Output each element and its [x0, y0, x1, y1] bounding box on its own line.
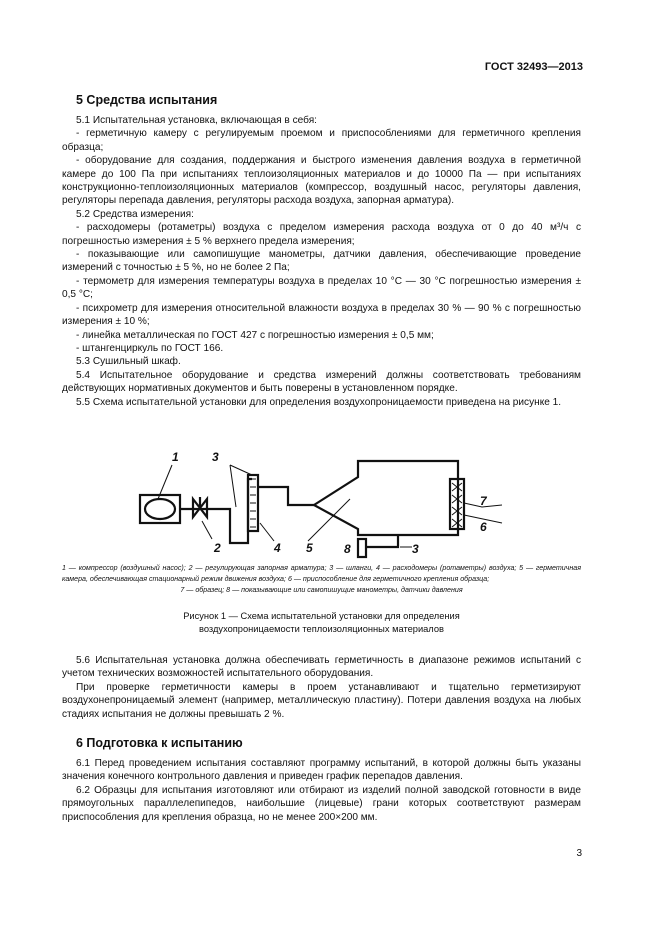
callout-4: 4	[274, 540, 281, 555]
legend-line-2: 7 — образец; 8 — показывающие или самопишущие манометры, датчики давления	[180, 585, 463, 594]
manometer	[358, 539, 366, 557]
paragraph: - расходомеры (ротаметры) воздуха с пределом измерения расхода воздуха от 0 до 40 м³/ч с погрешностью измерения ± 5 % верхнего предела измерения;	[62, 222, 581, 247]
sealed-chamber	[314, 461, 458, 535]
legend-line-1: 1 — компрессор (воздушный насос); 2 — регулирующая запорная арматура; 3 — шланги, 4 — расходомеры (ротаметры) воздуха; 5 — герметичная камера, обеспечивающая стационарный режим движения воздуха; 6 — приспособление для герметичного крепления образца;	[62, 563, 581, 583]
figure-1-diagram	[62, 413, 581, 561]
section-5-title: 5 Средства испытания	[76, 93, 218, 107]
paragraph: - штангенциркуль по ГОСТ 166.	[76, 342, 224, 354]
paragraph: 6.2 Образцы для испытания изготовляют или отбирают из изделий полной заводской готовности в виде прямоугольных параллелепипедов, наибольшие (лицевые) грани которых соответствуют размерам приспособления для крепления образца, но не менее 200×200 мм.	[62, 784, 581, 823]
callout-1: 1	[172, 449, 179, 464]
document-header: ГОСТ 32493—2013	[484, 61, 583, 73]
caption-line-1: Рисунок 1 — Схема испытательной установки для определения	[183, 610, 460, 621]
paragraph: 5.1 Испытательная установка, включающая в себя:	[76, 115, 317, 126]
callout-5: 5	[306, 540, 313, 555]
compressor-tank	[145, 499, 175, 519]
section-6-title: 6 Подготовка к испытанию	[76, 735, 243, 750]
paragraph: - оборудование для создания, поддержания и быстрого изменения давления воздуха в герметичной камере до 100 Па при испытаниях теплоизоляционных материалов и до 10000 Па — при испытаниях конструкционно-теплоизоляционных материалов (компрессор, воздушный насос, регуляторы давления, регуляторы перепада давления, регуляторы расхода воздуха, запорная арматура).	[62, 155, 581, 207]
callout-8: 8	[344, 541, 351, 556]
paragraph: - психрометр для измерения относительной влажности воздуха в пределах 30 % — 90 % с погрешностью измерения ± 10 %;	[62, 302, 581, 328]
paragraph: 5.2 Средства измерения:	[76, 208, 194, 220]
paragraph: - показывающие или самопишущие манометры, датчики давления, обеспечивающие проведение измерений с точностью ± 5 %, но не более 2 Па;	[62, 249, 581, 274]
hose-main	[180, 479, 252, 543]
paragraph: 5.6 Испытательная установка должна обеспечивать герметичность в диапазоне режимов испытаний с учетом технических возможностей испытательного оборудования.	[62, 654, 581, 680]
page-number: 3	[576, 848, 582, 859]
figure-caption	[62, 610, 581, 636]
paragraph: 5.3 Сушильный шкаф.	[76, 356, 181, 368]
paragraph: - герметичную камеру с регулируемым проемом и приспособлениями для герметичного крепления образца;	[62, 128, 581, 153]
callout-3a: 3	[212, 449, 219, 464]
callout-2: 2	[214, 540, 221, 555]
callout-6: 6	[480, 519, 487, 534]
hose-to-chamber	[258, 487, 314, 505]
caption-line-2: воздухопроницаемости теплоизоляционных материалов	[199, 623, 444, 634]
hose-manometer	[366, 535, 398, 547]
figure-legend	[62, 563, 581, 596]
paragraph: 6.1 Перед проведением испытания составляют программу испытаний, в которой должны быть указаны значения конечного контрольного давления и приведен график перепадов давления.	[62, 757, 581, 783]
callout-3b: 3	[412, 541, 419, 556]
paragraph: 5.5 Схема испытательной установки для определения воздухопроницаемости приведена на рисунке 1.	[76, 396, 562, 408]
page-body	[62, 92, 581, 824]
paragraph: 5.4 Испытательное оборудование и средства измерений должны соответствовать требованиям действующих нормативных документов и быть поверены в установленном порядке.	[62, 369, 581, 395]
callout-7: 7	[480, 493, 487, 508]
paragraph: - термометр для измерения температуры воздуха в пределах 10 °С — 30 °С погрешностью измерения ± 0,5 °С;	[62, 275, 581, 301]
paragraph: При проверке герметичности камеры в проем устанавливают и тщательно герметизируют воздухонепроницаемый элемент (например, металлическую пластину). Потери давления воздуха на любых стадиях испытания не должны превышать 2 %.	[62, 681, 581, 720]
paragraph: - линейка металлическая по ГОСТ 427 с погрешностью измерения ± 0,5 мм;	[76, 329, 434, 341]
